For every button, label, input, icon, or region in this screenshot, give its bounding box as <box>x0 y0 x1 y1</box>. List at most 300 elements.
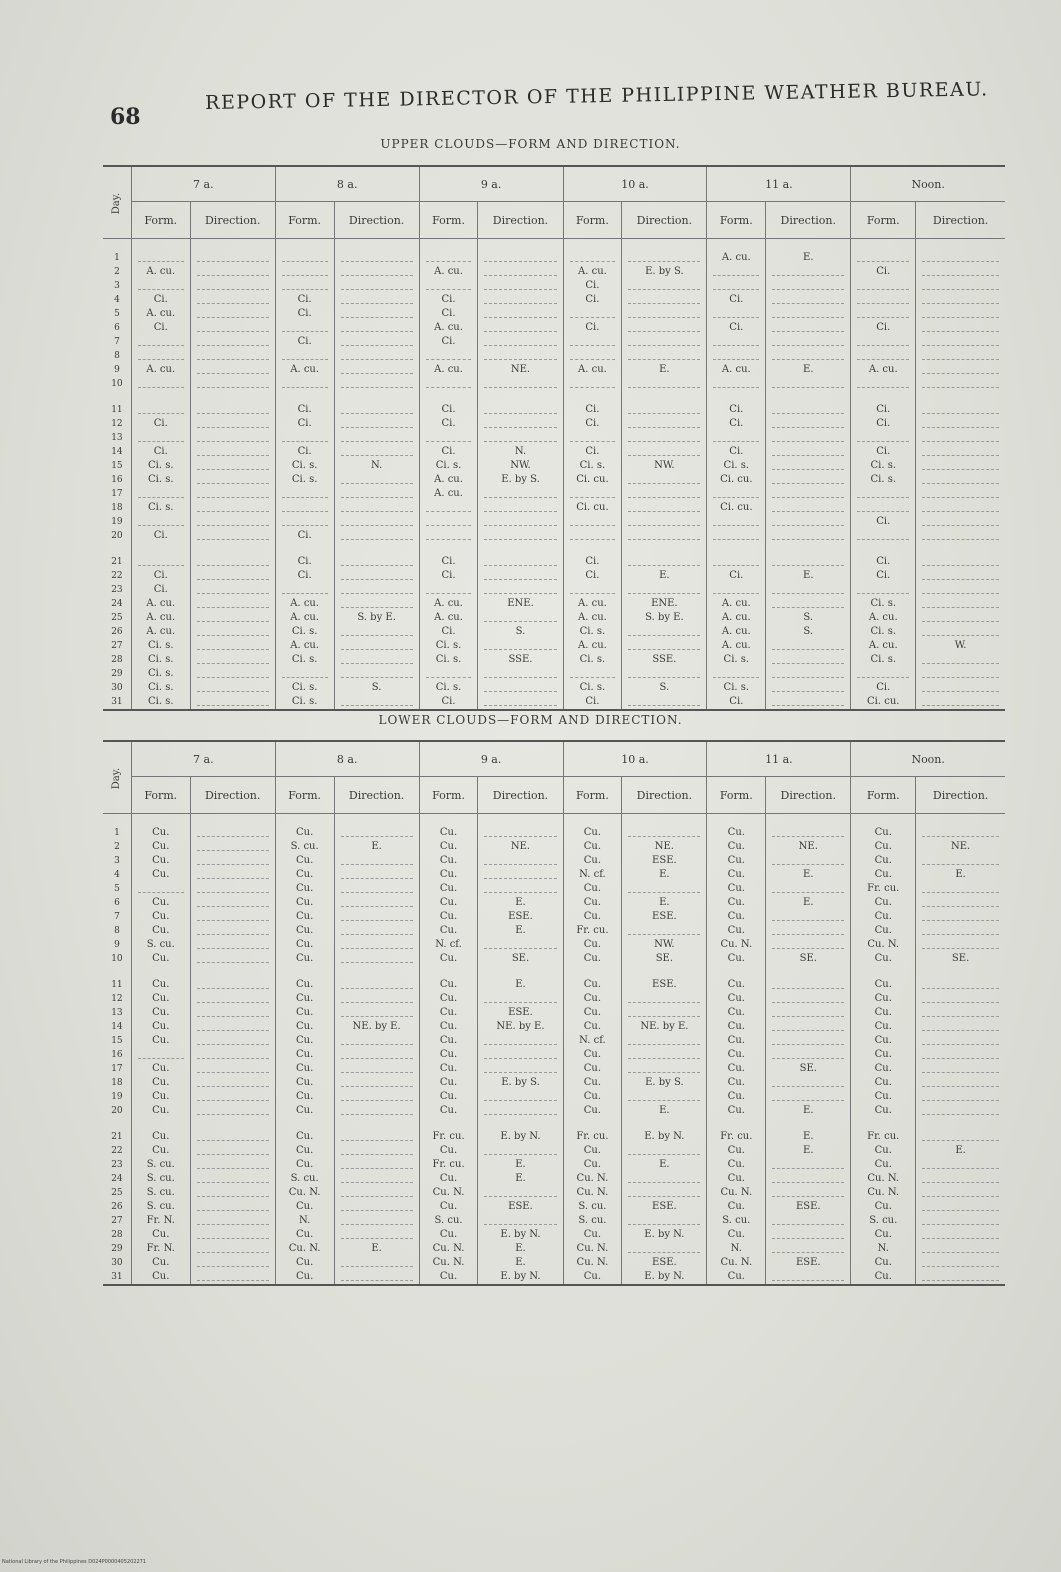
empty-cell <box>622 695 707 710</box>
empty-cell <box>190 854 275 868</box>
day-number: 4 <box>114 295 120 305</box>
empty-cell <box>916 978 1005 992</box>
dotted-rule <box>628 1100 700 1101</box>
dotted-rule <box>341 387 413 388</box>
cloud-form-cell: Cu. <box>419 1104 478 1118</box>
cloud-form-cell: N. <box>275 1214 334 1228</box>
dotted-rule <box>570 677 616 678</box>
dotted-rule <box>628 892 700 893</box>
day-number: 5 <box>114 884 120 894</box>
table-row <box>103 882 1005 896</box>
dotted-rule <box>922 1280 999 1281</box>
cloud-form-cell: Ci. s. <box>275 695 334 710</box>
dotted-rule <box>922 1266 999 1267</box>
cloud-form-cell: Ci. s. <box>707 681 766 695</box>
cloud-form-cell: Ci. <box>419 335 478 349</box>
empty-cell <box>766 529 851 543</box>
empty-cell <box>419 667 478 681</box>
dotted-rule <box>772 359 844 360</box>
dotted-rule <box>713 441 759 442</box>
cloud-direction-cell: SE. <box>622 952 707 966</box>
empty-cell <box>190 1242 275 1256</box>
dotted-rule <box>341 1100 413 1101</box>
cloud-form-cell: Cu. N. <box>851 938 916 952</box>
cloud-direction-cell: SE. <box>766 952 851 966</box>
dotted-rule <box>713 677 759 678</box>
dotted-rule <box>341 1140 413 1141</box>
empty-cell <box>190 321 275 335</box>
empty-cell <box>334 1214 419 1228</box>
empty-cell <box>916 1200 1005 1214</box>
direction-column-header: Direction. <box>190 777 275 814</box>
dotted-rule <box>772 934 844 935</box>
empty-cell <box>622 403 707 417</box>
empty-cell <box>334 1270 419 1285</box>
cloud-direction-cell: ESE. <box>622 910 707 924</box>
cloud-form-cell: Cu. <box>563 910 622 924</box>
empty-cell <box>275 515 334 529</box>
empty-cell <box>190 445 275 459</box>
dotted-rule <box>484 649 556 650</box>
empty-cell <box>622 625 707 639</box>
dotted-rule <box>138 289 184 290</box>
empty-cell <box>334 695 419 710</box>
empty-cell <box>419 583 478 597</box>
dotted-rule <box>197 497 269 498</box>
table-row <box>103 569 1005 583</box>
day-number: 4 <box>114 870 120 880</box>
dotted-rule <box>772 1252 844 1253</box>
dotted-rule <box>772 663 844 664</box>
empty-cell <box>622 1242 707 1256</box>
empty-cell <box>334 1090 419 1104</box>
empty-cell <box>766 1020 851 1034</box>
cloud-form-cell: Cu. <box>563 1270 622 1285</box>
empty-cell <box>916 363 1005 377</box>
dotted-rule <box>922 1182 999 1183</box>
dotted-rule <box>197 1182 269 1183</box>
dotted-rule <box>922 1238 999 1239</box>
empty-cell <box>334 1256 419 1270</box>
empty-cell <box>190 611 275 625</box>
day-number: 1 <box>114 253 120 263</box>
empty-cell <box>916 1006 1005 1020</box>
dotted-rule <box>857 539 909 540</box>
cloud-form-cell: Cu. <box>275 1144 334 1158</box>
cloud-form-cell: Fr. cu. <box>563 924 622 938</box>
empty-cell <box>275 501 334 515</box>
cloud-form-cell: Cu. N. <box>275 1242 334 1256</box>
table-row <box>103 1172 1005 1186</box>
empty-cell <box>334 1048 419 1062</box>
empty-cell <box>766 515 851 529</box>
cloud-form-cell: Cu. <box>707 992 766 1006</box>
cloud-form-cell: Cu. <box>707 1158 766 1172</box>
cloud-form-cell: Ci. <box>419 555 478 569</box>
dotted-rule <box>341 427 413 428</box>
dotted-rule <box>628 1058 700 1059</box>
cloud-form-cell: Cu. <box>419 1200 478 1214</box>
dotted-rule <box>628 1016 700 1017</box>
empty-cell <box>622 1006 707 1020</box>
dotted-rule <box>772 289 844 290</box>
empty-cell <box>190 868 275 882</box>
dotted-rule <box>341 261 413 262</box>
cloud-form-cell: A. cu. <box>419 265 478 279</box>
cloud-form-cell: Cu. <box>131 826 190 840</box>
dotted-rule <box>628 441 700 442</box>
empty-cell <box>190 1034 275 1048</box>
empty-cell <box>190 653 275 667</box>
cloud-form-cell: Ci. <box>419 307 478 321</box>
empty-cell <box>622 1034 707 1048</box>
empty-cell <box>190 1172 275 1186</box>
empty-cell <box>190 349 275 363</box>
cloud-direction-cell: NE. by E. <box>478 1020 563 1034</box>
empty-cell <box>275 583 334 597</box>
empty-cell <box>916 611 1005 625</box>
cloud-direction-cell: E. by N. <box>622 1228 707 1242</box>
empty-cell <box>334 896 419 910</box>
empty-cell <box>190 459 275 473</box>
cloud-form-cell: Ci. s. <box>419 459 478 473</box>
table-row <box>103 952 1005 966</box>
table-row <box>103 1144 1005 1158</box>
cloud-direction-cell: E. <box>478 1242 563 1256</box>
empty-cell <box>622 1144 707 1158</box>
cloud-form-cell: Cu. <box>851 952 916 966</box>
empty-cell <box>190 992 275 1006</box>
empty-cell <box>622 335 707 349</box>
direction-column-header: Direction. <box>916 202 1005 239</box>
empty-cell <box>478 1186 563 1200</box>
form-column-header: Form. <box>419 777 478 814</box>
table-row <box>103 445 1005 459</box>
cloud-form-cell: Cu. <box>275 938 334 952</box>
empty-cell <box>334 653 419 667</box>
cloud-form-cell: Cu. <box>131 1090 190 1104</box>
empty-cell <box>851 529 916 543</box>
dotted-rule <box>197 525 269 526</box>
dotted-rule <box>197 836 269 837</box>
empty-cell <box>851 583 916 597</box>
dotted-rule <box>197 1016 269 1017</box>
dotted-rule <box>922 1196 999 1197</box>
cloud-direction-cell: NW. <box>622 459 707 473</box>
empty-cell <box>707 349 766 363</box>
cloud-form-cell: Cu. <box>563 978 622 992</box>
table-row <box>103 307 1005 321</box>
dotted-rule <box>484 864 556 865</box>
dotted-rule <box>341 649 413 650</box>
empty-cell <box>275 265 334 279</box>
empty-cell <box>622 377 707 391</box>
empty-cell <box>478 639 563 653</box>
empty-cell <box>190 403 275 417</box>
cloud-form-cell: Ci. s. <box>851 459 916 473</box>
dotted-rule <box>772 1182 844 1183</box>
day-number: 24 <box>111 1174 123 1184</box>
dotted-rule <box>628 635 700 636</box>
day-number: 22 <box>111 571 123 581</box>
empty-cell <box>916 1172 1005 1186</box>
table-row <box>103 938 1005 952</box>
dotted-rule <box>772 705 844 706</box>
dotted-rule <box>772 539 844 540</box>
empty-cell <box>622 639 707 653</box>
cloud-form-cell: Cu. <box>419 978 478 992</box>
dotted-rule <box>922 275 999 276</box>
empty-cell <box>190 1020 275 1034</box>
empty-cell <box>916 896 1005 910</box>
cloud-form-cell: A. cu. <box>131 265 190 279</box>
cloud-direction-cell: E. by S. <box>622 265 707 279</box>
dotted-rule <box>341 988 413 989</box>
day-number: 27 <box>111 1216 123 1226</box>
cloud-form-cell: S. cu. <box>563 1200 622 1214</box>
empty-cell <box>478 487 563 501</box>
day-number: 5 <box>114 309 120 319</box>
table-row <box>103 978 1005 992</box>
dotted-rule <box>628 455 700 456</box>
upper-clouds-title: UPPER CLOUDS—FORM AND DIRECTION. <box>380 137 681 151</box>
direction-column-header: Direction. <box>766 777 851 814</box>
cloud-form-cell: A. cu. <box>131 625 190 639</box>
cloud-form-cell: A. cu. <box>707 625 766 639</box>
empty-cell <box>916 1130 1005 1144</box>
empty-cell <box>190 1200 275 1214</box>
dotted-rule <box>922 677 999 678</box>
dotted-rule <box>197 565 269 566</box>
empty-cell <box>563 515 622 529</box>
dotted-rule <box>341 289 413 290</box>
cloud-form-cell: A. cu. <box>419 363 478 377</box>
dotted-rule <box>857 359 909 360</box>
empty-cell <box>334 335 419 349</box>
dotted-rule <box>570 359 616 360</box>
table-row <box>103 653 1005 667</box>
cloud-form-cell: Cu. <box>851 1048 916 1062</box>
empty-cell <box>478 569 563 583</box>
cloud-form-cell: Cu. <box>275 1006 334 1020</box>
cloud-direction-cell: NE. <box>916 840 1005 854</box>
cloud-form-cell: Cu. <box>563 1076 622 1090</box>
day-number: 15 <box>111 461 123 471</box>
cloud-form-cell: Ci. s. <box>563 681 622 695</box>
dotted-rule <box>922 261 999 262</box>
dotted-rule <box>282 359 328 360</box>
empty-cell <box>334 487 419 501</box>
cloud-form-cell: Cu. <box>563 992 622 1006</box>
day-column-header: Day. <box>103 166 131 239</box>
empty-cell <box>334 321 419 335</box>
cloud-form-cell: Cu. <box>563 1228 622 1242</box>
cloud-form-cell: Cu. <box>131 952 190 966</box>
dotted-rule <box>772 413 844 414</box>
empty-cell <box>478 335 563 349</box>
empty-cell <box>916 1048 1005 1062</box>
empty-cell <box>622 1214 707 1228</box>
day-number: 25 <box>111 1188 123 1198</box>
day-number: 24 <box>111 599 123 609</box>
empty-cell <box>916 335 1005 349</box>
dotted-rule <box>341 934 413 935</box>
day-number: 15 <box>111 1036 123 1046</box>
cloud-form-cell: A. cu. <box>707 639 766 653</box>
table-row <box>103 1158 1005 1172</box>
cloud-form-cell: Ci. <box>131 445 190 459</box>
cloud-form-cell: Cu. <box>707 854 766 868</box>
empty-cell <box>334 910 419 924</box>
empty-cell <box>131 1048 190 1062</box>
cloud-direction-cell: NW. <box>622 938 707 952</box>
direction-column-header: Direction. <box>190 202 275 239</box>
empty-cell <box>851 667 916 681</box>
empty-cell <box>916 1062 1005 1076</box>
cloud-form-cell: Cu. <box>707 1172 766 1186</box>
empty-cell <box>916 826 1005 840</box>
empty-cell <box>190 583 275 597</box>
empty-cell <box>766 695 851 710</box>
empty-cell <box>851 487 916 501</box>
cloud-form-cell: Cu. <box>851 1256 916 1270</box>
dotted-rule <box>484 413 556 414</box>
cloud-form-cell: Ci. <box>707 445 766 459</box>
cloud-form-cell: Ci. <box>419 417 478 431</box>
dotted-rule <box>341 1002 413 1003</box>
dotted-rule <box>341 962 413 963</box>
dotted-rule <box>628 1252 700 1253</box>
dotted-rule <box>341 1168 413 1169</box>
dotted-rule <box>341 373 413 374</box>
cloud-form-cell: Fr. cu. <box>851 1130 916 1144</box>
day-number: 13 <box>111 433 123 443</box>
cloud-direction-cell: E. <box>766 251 851 265</box>
empty-cell <box>916 555 1005 569</box>
day-number: 12 <box>111 994 123 1004</box>
empty-cell <box>334 569 419 583</box>
empty-cell <box>190 840 275 854</box>
dotted-rule <box>628 1182 700 1183</box>
empty-cell <box>851 349 916 363</box>
cloud-form-cell: Cu. <box>851 1034 916 1048</box>
cloud-form-cell: Cu. <box>707 1048 766 1062</box>
empty-cell <box>766 1270 851 1285</box>
empty-cell <box>419 501 478 515</box>
dotted-rule <box>484 705 556 706</box>
dotted-rule <box>484 331 556 332</box>
dotted-rule <box>197 1266 269 1267</box>
empty-cell <box>478 695 563 710</box>
cloud-form-cell: Cu. <box>419 1076 478 1090</box>
dotted-rule <box>197 539 269 540</box>
cloud-form-cell: Ci. s. <box>131 459 190 473</box>
empty-cell <box>766 403 851 417</box>
dotted-rule <box>197 850 269 851</box>
day-number: 17 <box>111 1064 123 1074</box>
empty-cell <box>707 279 766 293</box>
empty-cell <box>334 1172 419 1186</box>
cloud-direction-cell: E. by S. <box>478 1076 563 1090</box>
dotted-rule <box>922 1030 999 1031</box>
dotted-rule <box>628 427 700 428</box>
empty-cell <box>916 695 1005 710</box>
empty-cell <box>478 265 563 279</box>
cloud-form-cell: Ci. s. <box>707 653 766 667</box>
empty-cell <box>707 529 766 543</box>
cloud-form-cell: Cu. <box>419 1228 478 1242</box>
empty-cell <box>563 335 622 349</box>
dotted-rule <box>628 345 700 346</box>
day-number: 30 <box>111 1258 123 1268</box>
cloud-form-cell: Cu. <box>563 952 622 966</box>
cloud-form-cell: Cu. N. <box>563 1186 622 1200</box>
dotted-rule <box>197 1072 269 1073</box>
empty-cell <box>916 293 1005 307</box>
cloud-form-cell: Ci. <box>851 265 916 279</box>
cloud-form-cell: A. cu. <box>131 363 190 377</box>
day-number: 16 <box>111 1050 123 1060</box>
empty-cell <box>275 667 334 681</box>
empty-cell <box>275 279 334 293</box>
day-number: 10 <box>111 954 123 964</box>
cloud-form-cell: A. cu. <box>563 597 622 611</box>
cloud-form-cell: Ci. cu. <box>707 473 766 487</box>
dotted-rule <box>628 705 700 706</box>
empty-cell <box>563 667 622 681</box>
dotted-rule <box>628 387 700 388</box>
cloud-form-cell: Ci. s. <box>131 653 190 667</box>
dotted-rule <box>282 677 328 678</box>
empty-cell <box>334 1130 419 1144</box>
table-row <box>103 1006 1005 1020</box>
empty-cell <box>766 978 851 992</box>
empty-cell <box>622 992 707 1006</box>
cloud-form-cell: A. cu. <box>851 639 916 653</box>
dotted-rule <box>138 441 184 442</box>
cloud-direction-cell: E. <box>478 1158 563 1172</box>
cloud-direction-cell: E. by N. <box>622 1270 707 1285</box>
cloud-form-cell: Cu. <box>707 882 766 896</box>
dotted-rule <box>857 303 909 304</box>
cloud-form-cell: Cu. <box>275 1256 334 1270</box>
dotted-rule <box>484 539 556 540</box>
dotted-rule <box>197 934 269 935</box>
dotted-rule <box>772 1238 844 1239</box>
empty-cell <box>916 583 1005 597</box>
empty-cell <box>916 251 1005 265</box>
empty-cell <box>190 924 275 938</box>
cloud-form-cell: Cu. <box>707 1104 766 1118</box>
cloud-form-cell: Cu. <box>275 924 334 938</box>
cloud-form-cell: Cu. <box>419 952 478 966</box>
dotted-rule <box>341 345 413 346</box>
table-row <box>103 1200 1005 1214</box>
dotted-rule <box>484 1154 556 1155</box>
dotted-rule <box>628 677 700 678</box>
day-number: 7 <box>114 337 120 347</box>
empty-cell <box>707 307 766 321</box>
empty-cell <box>478 667 563 681</box>
cloud-form-cell: Ci. <box>707 321 766 335</box>
cloud-form-cell: Cu. <box>275 826 334 840</box>
empty-cell <box>190 952 275 966</box>
dotted-rule <box>922 1044 999 1045</box>
empty-cell <box>334 992 419 1006</box>
empty-cell <box>190 681 275 695</box>
cloud-form-cell: Ci. <box>275 335 334 349</box>
day-number: 11 <box>111 405 123 415</box>
